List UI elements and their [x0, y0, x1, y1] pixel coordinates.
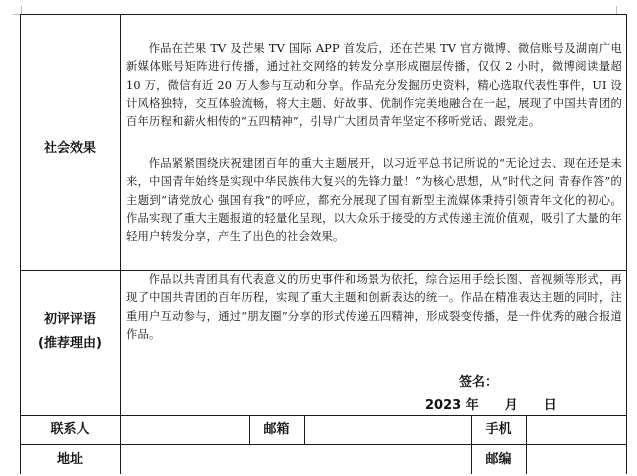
date-day: 日	[543, 398, 557, 413]
phone-field[interactable]	[527, 416, 625, 443]
social-effect-label: 社会效果	[43, 141, 96, 156]
postcode-label: 邮编	[485, 452, 512, 467]
review-label: 初评评语	[43, 312, 96, 327]
review-paragraph: 作品以共青团具有代表意义的历史事件和场景为依托，综合运用手绘长图、音视频等形式，再现了中国共青团的百年历程，实现了重大主题和创新表达的统一。作品在精准表达主题的同时，注重用户互动参与，通过“朋友圈”分享的形式传递五四精神，形成裂变传播，是一件优秀的融合报道作品。	[126, 273, 622, 341]
postcode-field[interactable]	[527, 445, 625, 473]
review-label-subtitle: (推荐理由)	[38, 336, 102, 351]
contact-person-label: 联系人	[50, 422, 90, 437]
table-border-top	[20, 14, 627, 15]
date-year: 2023 年	[425, 398, 479, 413]
contact-person-field[interactable]	[121, 416, 248, 443]
phone-label: 手机	[485, 422, 512, 437]
table-border-right	[626, 14, 627, 474]
email-label: 邮箱	[263, 422, 290, 437]
review-date	[425, 394, 557, 413]
social-effect-paragraph-1: 作品在芒果 TV 及芒果 TV 国际 APP 首发后，还在芒果 TV 官方微博、微信账号及湖南广电新媒体账号矩阵进行传播，通过社交网络的转发分享形成圈层传播，仅仅 2 小时，微博阅读量超 10 万，微信有近 20 万人参与互动和分享。作品充分发掘历史资料，精心选取代表性事件，UI 设计风格独特，交互体验流畅，将大主题、好故事、优制作完美地融合在一起，展现了中国共青团的百年历程和薪火相传的“五四精神”，引导广大团员青年坚定不移听党话、跟党走。	[126, 42, 622, 129]
signature-label: 签名：	[459, 375, 499, 390]
social-effect-paragraph-2: 作品紧紧围绕庆祝建团百年的重大主题展开，以习近平总书记所说的“无论过去、现在还是未来，中国青年始终是实现中华民族伟大复兴的先锋力量！”为核心思想，从“时代之问 青春作答”的主题到“请党放心 强国有我”的呼应，都充分展现了国有新型主流媒体秉持引领青年文化的初心。作品实现了重大主题报道的轻量化呈现，以大众乐于接受的方式传递主流价值观，吸引了大量的年轻用户转发分享，产生了出色的社会效果。	[126, 157, 622, 244]
table-border-left	[20, 14, 21, 474]
label-column-divider	[120, 14, 121, 474]
date-month: 月	[504, 398, 518, 413]
email-field[interactable]	[305, 416, 470, 443]
address-field[interactable]	[121, 445, 470, 473]
nomination-form-table	[20, 14, 627, 474]
address-label: 地址	[56, 452, 83, 467]
